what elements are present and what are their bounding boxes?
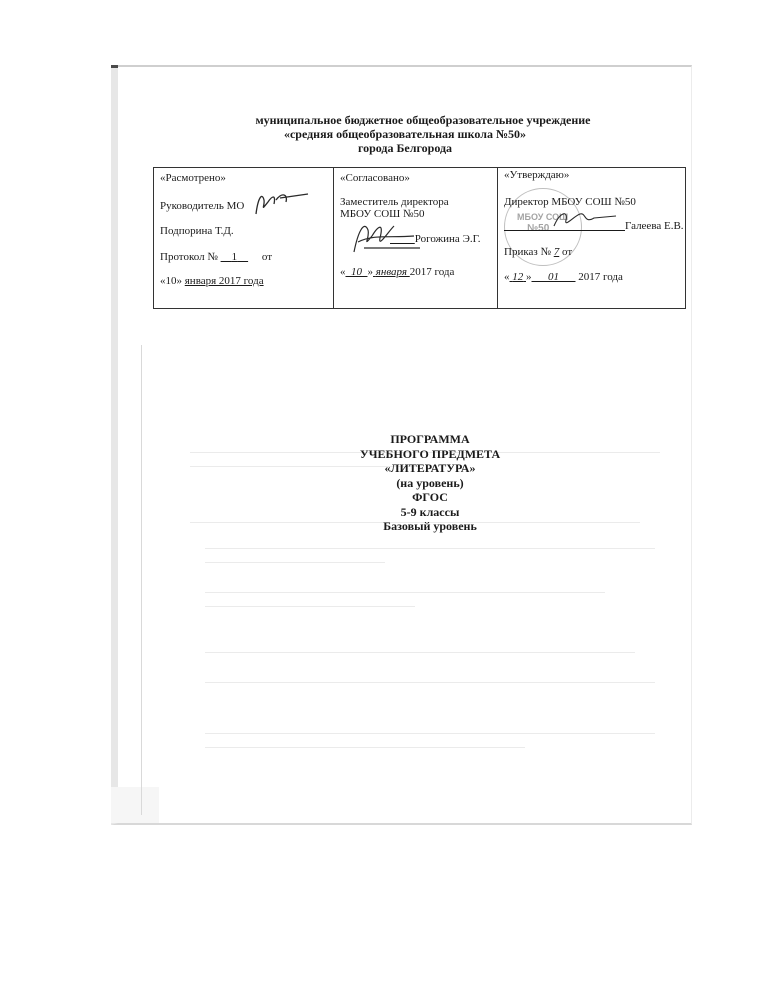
approved-date-day: 12 — [512, 271, 524, 283]
title-line-6: 5-9 классы — [400, 504, 460, 519]
agreed-heading: «Согласовано» — [340, 172, 410, 184]
title-line-5: ФГОС — [412, 490, 448, 504]
agreed-name-line — [390, 233, 480, 245]
agreed-date-year: 2017 года — [409, 266, 455, 278]
agreed-role-line-1: Заместитель директора — [340, 196, 449, 208]
approved-date-month: 01 — [548, 271, 559, 283]
title-line-1: ПРОГРАММА — [390, 432, 470, 446]
bleed-through-line — [205, 733, 655, 734]
header-line-1: муниципальное бюджетное общеобразовательное учреждение — [255, 113, 591, 127]
title-line-4: (на уровень) — [396, 475, 464, 490]
bleed-through-line — [205, 562, 385, 563]
title-line-2: УЧЕБНОГО ПРЕДМЕТА — [359, 446, 501, 461]
school-header — [118, 113, 692, 155]
protocol-number: 1 — [231, 251, 238, 263]
approved-role: Директор МБОУ СОШ №50 — [504, 196, 636, 208]
faint-margin-bracket — [141, 345, 160, 815]
program-title — [330, 432, 530, 534]
considered-date-day: «10» — [160, 275, 182, 287]
bleed-through-line — [205, 548, 655, 549]
agreed-cell — [334, 168, 498, 309]
agreed-name: Рогожина Э.Г. — [414, 233, 481, 245]
approved-date-year: 2017 года — [578, 271, 623, 283]
bleed-through-line — [205, 682, 655, 683]
approved-name: Галеева Е.В. — [625, 220, 684, 232]
protocol-prefix: Протокол № — [160, 251, 218, 263]
approved-cell — [498, 168, 686, 309]
considered-heading: «Расмотрено» — [160, 172, 226, 184]
considered-cell — [154, 168, 334, 309]
considered-date — [160, 275, 264, 287]
approval-table — [153, 167, 686, 309]
approved-order — [504, 246, 572, 258]
bleed-through-line — [205, 592, 605, 593]
agreed-date-day: 10 — [351, 266, 362, 278]
stamp-text: №50 — [527, 223, 550, 234]
approved-name-line — [504, 220, 684, 232]
title-line-3: «ЛИТЕРАТУРА» — [384, 461, 476, 475]
scan-corner-mark — [111, 65, 118, 68]
agreed-date: « 10 » января 2017 года — [340, 266, 455, 278]
bleed-through-line — [205, 747, 525, 748]
header-line-3: города Белгорода — [357, 141, 453, 155]
considered-date-rest: января 2017 года — [184, 275, 264, 287]
protocol-suffix: от — [261, 251, 273, 263]
order-prefix: Приказ № — [504, 246, 551, 258]
stamp-text: МБОУ СОШ — [517, 212, 569, 222]
considered-protocol — [160, 251, 272, 263]
bleed-through-line — [205, 652, 635, 653]
signature-image — [250, 188, 312, 218]
agreed-date-month: января — [375, 266, 407, 278]
order-suffix: от — [561, 246, 573, 258]
order-number: 7 — [553, 246, 560, 258]
considered-name: Подпорина Т.Д. — [160, 225, 234, 237]
bleed-through-line — [205, 606, 415, 607]
considered-role: Руководитель МО — [160, 200, 245, 212]
approved-date: « 12 » 01 2017 года — [504, 271, 623, 283]
title-line-7: Базовый уровень — [383, 519, 477, 533]
header-line-2: «средняя общеобразовательная школа №50» — [283, 127, 527, 141]
approved-heading: «Утверждаю» — [504, 169, 570, 181]
agreed-role-line-2: МБОУ СОШ №50 — [340, 208, 425, 220]
